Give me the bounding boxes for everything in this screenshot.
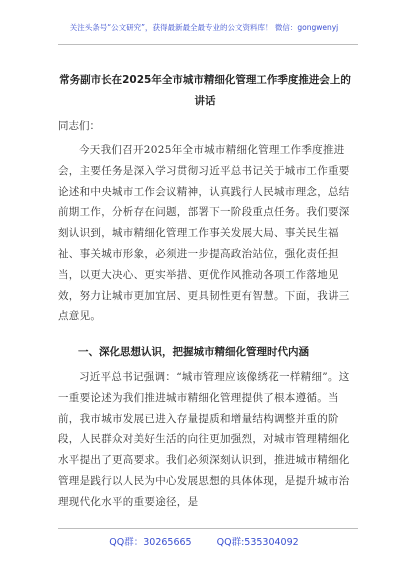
- footer-qq-group-1: QQ群：30265665: [109, 537, 192, 548]
- header-divider: [58, 44, 358, 45]
- salutation: 同志们：: [58, 120, 100, 132]
- footer: [0, 534, 408, 548]
- document-title: 常务副市长在2025年全市城市精细化管理工作季度推进会上的讲话: [59, 74, 351, 107]
- footer-divider: [58, 528, 358, 529]
- footer-qq-group-2: QQ群:535304092: [216, 537, 299, 548]
- paragraph-intro: 今天我们召开2025年全市城市精细化管理工作季度推进会，主要任务是深入学习贯彻习近平总书记关于城市工作重要论述和中央城市工作会议精神，认真践行人民城市理念，总结前期工作，分析存在问题，部署下一阶段重点任务。我们要深刻认识到，城市精细化管理工作事关发展大局、事关民生福祉、事关城市形象，必须进一步提高政治站位，强化责任担当，以更大决心、更实举措、更优作风推动各项工作落地见效，努力让城市更加宜居、更具韧性更有智慧。下面，我讲三点意见。: [58, 144, 350, 323]
- section-heading-1: 一、深化思想认识，把握城市精细化管理时代内涵: [78, 346, 309, 358]
- paragraph-section-1: 习近平总书记强调：“城市管理应该像绣花一样精细”。这一重要论述为我们推进城市精细化管理提供了根本遵循。当前，我市城市发展已进入存量提质和增量结构调整并重的阶段，人民群众对美好生活的向往更加强烈，对城市管理精细化水平提出了更高要求。我们必须深刻认识到，推进城市精细化管理是践行以人民为中心发展思想的具体体现，是提升城市治理现代化水平的重要途径，是: [58, 371, 350, 508]
- header-banner: 关注头条号“公文研究”，获得最新最全最专业的公文资料库！ 微信：gongwenyj: [69, 23, 339, 32]
